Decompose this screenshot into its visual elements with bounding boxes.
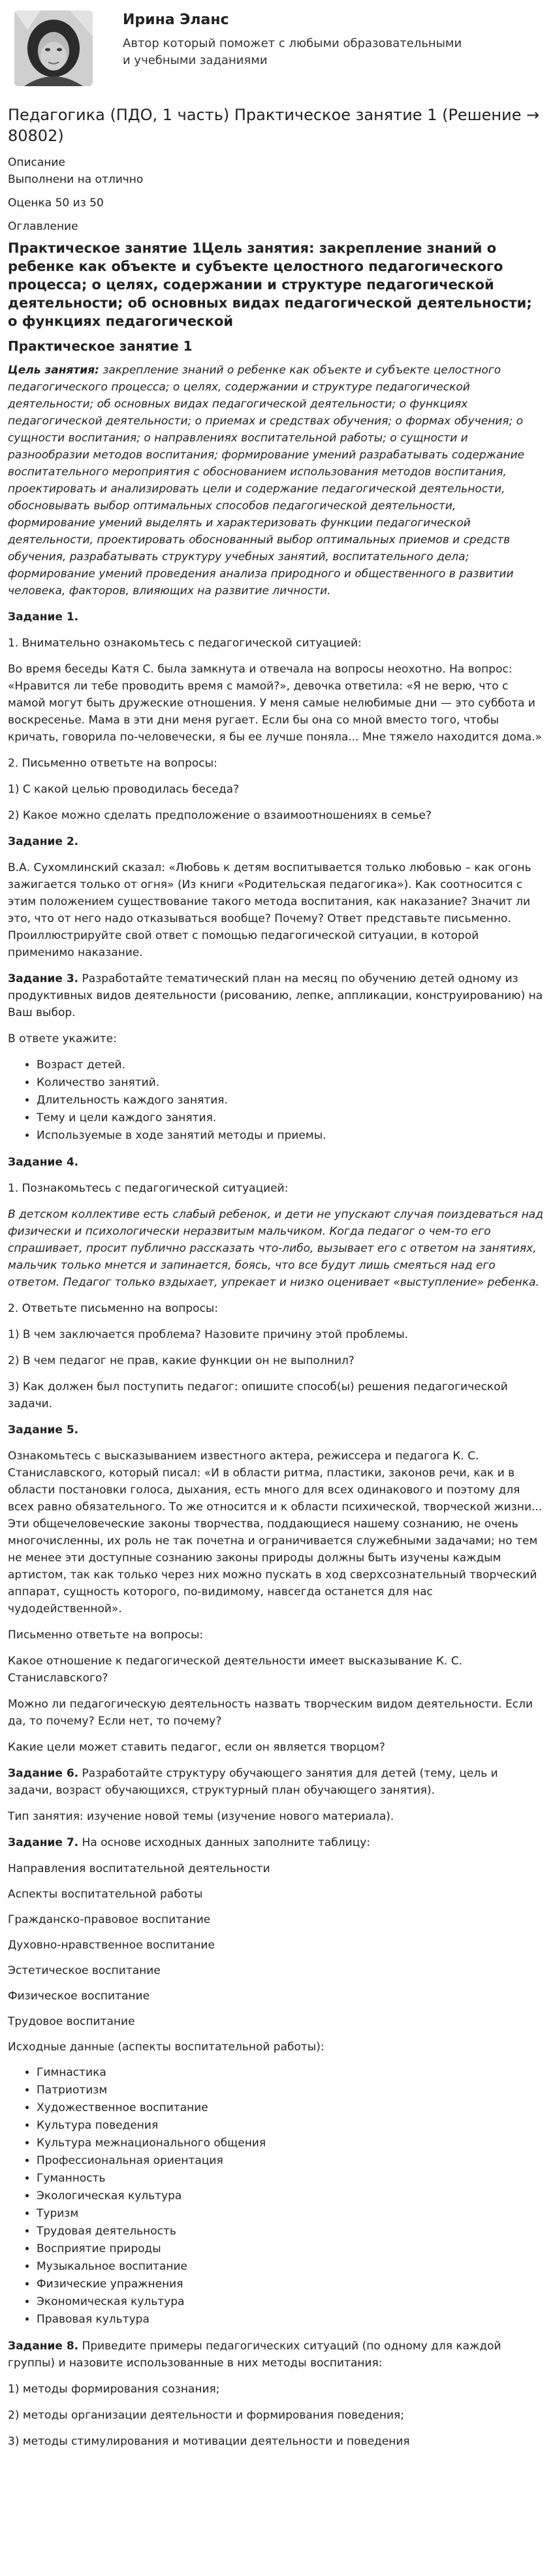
task7-lines <box>8 1860 545 2056</box>
document-title: Педагогика (ПДО, 1 часть) Практическое занятие 1 (Решение → 80802) <box>8 106 540 145</box>
task8-text: Приведите примеры педагогических ситуаций (по одному для каждой группы) и назовите использованные в них методы воспитания: <box>8 2340 501 2370</box>
task5-label: Задание 5. <box>8 1423 79 1437</box>
task4-question-1: 1) В чем заключается проблема? Назовите причину этой проблемы. <box>8 1328 409 1341</box>
task4-question-2: 2) В чем педагог не прав, какие функции он не выполнил? <box>8 1354 355 1367</box>
list-item: • Художественное воспитание <box>37 2099 545 2117</box>
task3-text: Разработайте тематический план на месяц по обучению детей одному из продуктивных видов деятельности (рисованию, лепке, аппликации, конструированию) на Ваш выбор. <box>8 972 543 1019</box>
list-item: • Экологическая культура <box>37 2187 545 2205</box>
task5-question-1: Какое отношение к педагогической деятельности имеет высказывание К. С. Станиславского? <box>8 1655 463 1685</box>
list-item: • Количество занятий. <box>37 1074 545 1092</box>
task1-question-2: 2) Какое можно сделать предположение о взаимоотношениях в семье? <box>8 809 432 822</box>
task6-text: Разработайте структуру обучающего занятия для детей (тему, цель и задачи, возраст обучающихся, структурный план обучающего занятия). <box>8 1767 498 1797</box>
sub-heading: Практическое занятие 1 <box>8 338 193 354</box>
list-item: • Физические упражнения <box>37 2276 545 2293</box>
task8-paragraph <box>8 2338 545 2372</box>
list-item: • Трудовая деятельность <box>37 2223 545 2240</box>
task7-label: Задание 7. <box>8 1836 79 1849</box>
list-item: • Используемые в ходе занятий методы и приемы. <box>37 1127 545 1145</box>
task8-method-1: 1) методы формирования сознания; <box>8 2383 220 2396</box>
list-item: • Гуманность <box>37 2170 545 2187</box>
author-card <box>8 9 545 93</box>
task6-paragraph <box>8 1765 545 1799</box>
task4-heading <box>8 1154 545 1171</box>
task5-questions-label: Письменно ответьте на вопросы: <box>8 1629 204 1642</box>
task7-list <box>8 2064 545 2329</box>
task4-step2: 2. Ответьте письменно на вопросы: <box>8 1302 219 1315</box>
task4-situation: В детском коллективе есть слабый ребенок, и дети не упускают случая поиздеваться над физически и психологически неразвитым мальчиком. Когда педагог о чем-то его спрашивает, просит публично рассказать что-либо, вызывает его с ответом на занятиях, мальчик только мнется и запинается, боясь, что все будут лишь смеяться над его ответом. Педагог только вздыхает, упрекает и низко оценивает «выступление» ребенка. <box>8 1208 543 1289</box>
task7-paragraph <box>8 1834 545 1851</box>
task3-label: Задание 3. <box>8 972 79 985</box>
author-name[interactable]: Ирина Эланс <box>123 12 229 28</box>
task7-line: Физическое воспитание <box>8 1990 150 2003</box>
task1-label: Задание 1. <box>8 611 79 624</box>
avatar-portrait-icon <box>14 10 93 86</box>
main-heading: Практическое занятие 1Цель занятия: закрепление знаний о ребенке как объекте и субъекте целостного педагогического процесса; о целях, содержании и структуре педагогической деятельности; об основных видах педагогической деятельности; о функциях педагогической <box>8 240 532 329</box>
toc-label: Оглавление <box>8 220 78 233</box>
task1-question-1: 1) С какой целью проводилась беседа? <box>8 783 240 796</box>
list-item: • Культура межнационального общения <box>37 2135 545 2152</box>
task5-heading <box>8 1422 545 1439</box>
task7-line: Трудовое воспитание <box>8 2015 135 2028</box>
task7-line: Духовно-нравственное воспитание <box>8 1939 215 1952</box>
task3-answer-label: В ответе укажите: <box>8 1032 117 1045</box>
task5-text: Ознакомьтесь с высказыванием известного актера, режиссера и педагога К. С. Станиславского, который писал: «И в области ритма, пластики, законов речи, как и в области постановки голоса, дыхания, есть много для всех одинакового и поэтому для всех равно обязательного. То же относится и к области психической, творческой жизни... Эти общечеловеческие законы творчества, поддающиеся нашему сознанию, не очень многочисленны, их роль не так почетна и ограничивается служебными задачами; но тем не менее эти доступные сознанию законы природы должны быть изучены каждым артистом, так как только через них можно пускать в ход сверхсознательный творческий аппарат, сущность которого, по-видимому, навсегда останется для нас чудодейственной». <box>8 1450 543 1615</box>
task8-method-2: 2) методы организации деятельности и формирования поведения; <box>8 2409 404 2422</box>
task4-step1: 1. Познакомьтесь с педагогической ситуацией: <box>8 1182 289 1195</box>
avatar[interactable] <box>8 9 99 87</box>
list-item: • Музыкальное воспитание <box>37 2258 545 2276</box>
task2-text: В.А. Сухомлинский сказал: «Любовь к детям воспитывается только любовью – как огонь зажигается только от огня» (Из книги «Родительская педагогика»). Как соотносится с этим положением существование такого метода воспитания, как наказание? Значит ли это, что от него надо отказываться вообще? Почему? Ответ представьте письменно. Проиллюстрируйте свой ответ с помощью педагогической ситуации, в которой применимо наказание. <box>8 861 531 959</box>
goal-text: закрепление знаний о ребенке как объекте и субъекте целостного педагогического процесса; о целях, содержании и структуре педагогической деятельности; об основных видах педагогической деятельности; о функциях педагогической деятельности; о приемах и средствах обучения; о формах обучения; о сущности воспитания; о направлениях воспитательной работы; о сущности и разнообразии методов воспитания; формирование умений разрабатывать содержание воспитательного мероприятия с обоснованием использования методов воспитания, проектировать и анализировать цели и содержание педагогической деятельности, обосновывать выбор оптимальных способов педагогической деятельности, формирование умений выделять и характеризовать функции педагогической деятельности, проектировать обоснованный выбор оптимальных приемов и средств обучения, разрабатывать структуру учебных занятий, воспитательного дела; формирование умений проведения анализа природного и общественного в развитии человека, факторов, влияющих на развитие личности. <box>8 364 525 597</box>
task7-line: Исходные данные (аспекты воспитательной работы): <box>8 2041 324 2054</box>
list-item: • Гимнастика <box>37 2064 545 2082</box>
list-item: • Профессиональная ориентация <box>37 2152 545 2170</box>
task1-step1: 1. Внимательно ознакомьтесь с педагогической ситуацией: <box>8 637 362 650</box>
task1-step2: 2. Письменно ответьте на вопросы: <box>8 757 217 770</box>
list-item: • Культура поведения <box>37 2117 545 2135</box>
list-item: • Тему и цели каждого занятия. <box>37 1109 545 1127</box>
task2-heading <box>8 833 545 850</box>
task3-list <box>8 1057 545 1145</box>
list-item: • Патриотизм <box>37 2082 545 2099</box>
description-value: Выполнени на отлично <box>8 173 144 186</box>
task5-question-3: Какие цели может ставить педагог, если он является творцом? <box>8 1741 385 1754</box>
task1-heading <box>8 609 545 626</box>
task6-label: Задание 6. <box>8 1767 79 1780</box>
list-item: • Туризм <box>37 2205 545 2223</box>
task8-method-3: 3) методы стимулирования и мотивации деятельности и поведения <box>8 2435 410 2448</box>
task7-line: Гражданско-правовое воспитание <box>8 1913 211 1926</box>
task7-text: На основе исходных данных заполните таблицу: <box>78 1836 371 1849</box>
task4-question-3: 3) Как должен был поступить педагог: опишите способ(ы) решения педагогической задачи. <box>8 1380 508 1410</box>
list-item: • Правовая культура <box>37 2311 545 2329</box>
author-description: Автор который поможет с любыми образовательными и учебными заданиями <box>123 37 462 67</box>
author-info <box>123 9 462 69</box>
goal-paragraph <box>8 362 545 599</box>
task5-question-2: Можно ли педагогическую деятельность назвать творческим видом деятельности. Если да, то почему? Если нет, то почему? <box>8 1698 533 1728</box>
goal-label: Цель занятия: <box>8 364 99 377</box>
task1-situation: Во время беседы Катя С. была замкнута и отвечала на вопросы неохотно. На вопрос: «Нравится ли тебе проводить время с мамой?», девочка ответила: «Я не верю, что с мамой могут быть дружеские отношения. У меня самые нелюбимые дни — это суббота и воскресенье. Мама в эти дни меня ругает. Если бы она со мной вместо того, чтобы кричать, говорила по-человечески, я бы ее лучше поняла... Мне тяжело находится дома.» <box>8 663 542 744</box>
grade-text: Оценка 50 из 50 <box>8 197 104 210</box>
list-item: • Экономическая культура <box>37 2293 545 2311</box>
task2-label: Задание 2. <box>8 835 79 848</box>
list-item: • Длительность каждого занятия. <box>37 1092 545 1109</box>
description-label: Описание <box>8 156 65 169</box>
list-item: • Возраст детей. <box>37 1057 545 1074</box>
task6-type: Тип занятия: изучение новой темы (изучение нового материала). <box>8 1810 394 1823</box>
task3-paragraph <box>8 970 545 1021</box>
task8-label: Задание 8. <box>8 2340 79 2353</box>
task7-line: Направления воспитательной деятельности <box>8 1862 270 1875</box>
task7-line: Аспекты воспитательной работы <box>8 1888 203 1901</box>
list-item: • Восприятие природы <box>37 2240 545 2258</box>
task4-label: Задание 4. <box>8 1156 79 1169</box>
task7-line: Эстетическое воспитание <box>8 1964 161 1977</box>
